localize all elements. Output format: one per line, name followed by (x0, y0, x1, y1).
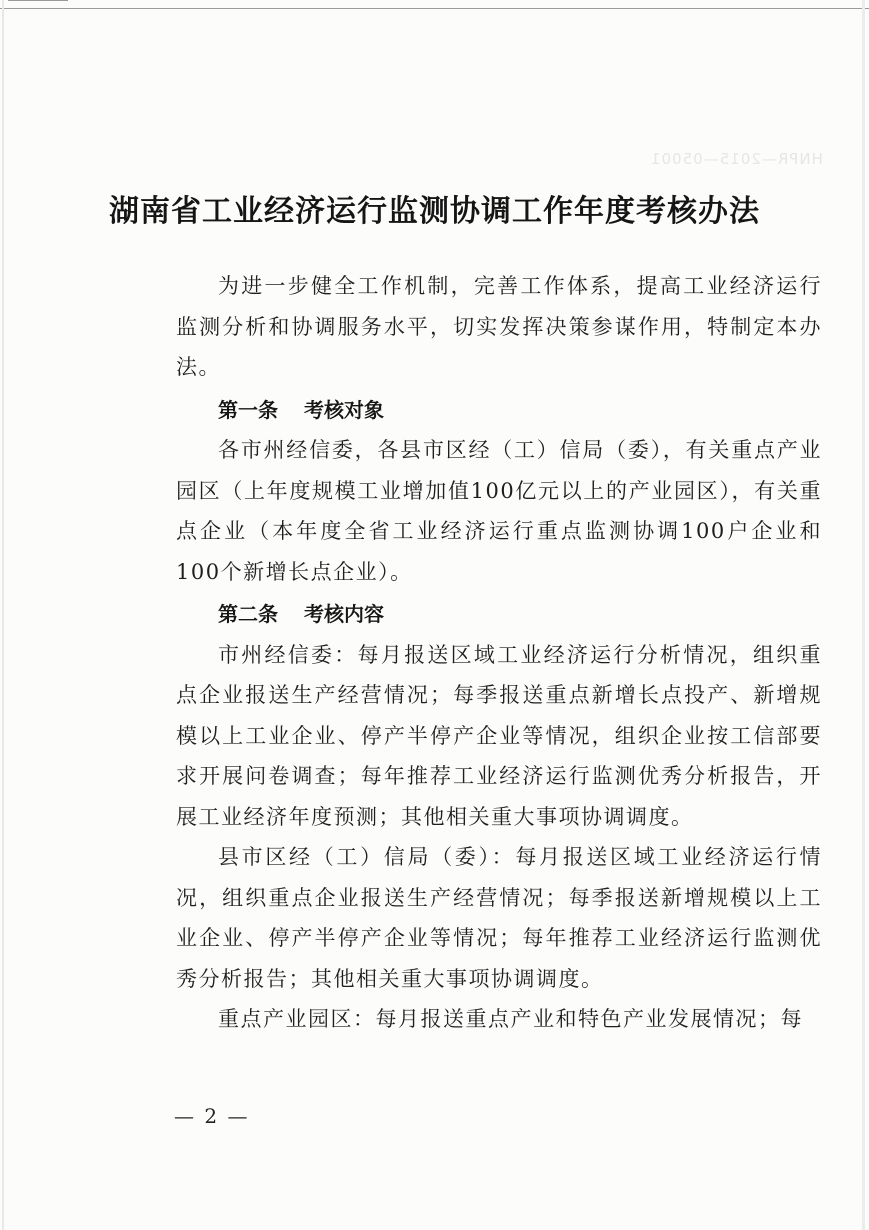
article-2-paragraph-park: 重点产业园区：每月报送重点产业和特色产业发展情况；每 (218, 1007, 803, 1031)
document-title: 湖南省工业经济运行监测协调工作年度考核办法 (109, 194, 760, 229)
scan-edge-left (2, 0, 4, 1230)
scan-corner-mark (8, 0, 68, 2)
article-2-number: 第二条 (218, 602, 278, 626)
scan-edge-right (862, 0, 865, 1230)
article-2-heading (176, 594, 822, 635)
page-number: — 2 — (174, 1104, 250, 1128)
intro-paragraph: 为进一步健全工作机制，完善工作体系，提高工业经济运行监测分析和协调服务水平，切实发挥决策参谋作用，特制定本办法。 (176, 274, 822, 379)
article-1-heading (176, 390, 822, 431)
article-1-number: 第一条 (218, 397, 278, 422)
article-2-paragraph-city: 市州经信委：每月报送区域工业经济运行分析情况，组织重点企业报送生产经营情况；每季报送重点新增长点投产、新增规模以上工业企业、停产半停产企业等情况，组织企业按工信部要求开展问卷调查；每年推荐工业经济运行监测优秀分析报告，开展工业经济年度预测；其他相关重大事项协调调度。 (176, 642, 822, 829)
scan-edge-top (0, 8, 869, 9)
article-1-paragraph: 各市州经信委，各县市区经（工）信局（委），有关重点产业园区（上年度规模工业增加值100亿元以上的产业园区），有关重点企业（本年度全省工业经济运行重点监测协调100户企业和100个新增长点企业）。 (176, 438, 822, 584)
article-2-name: 考核内容 (304, 602, 384, 626)
bleed-through-text: HNPR—2015—05001 (650, 150, 823, 168)
article-1-name: 考核对象 (304, 397, 384, 422)
article-2-paragraph-county: 县市区经（工）信局（委）：每月报送区域工业经济运行情况，组织重点企业报送生产经营情况；每季报送新增规模以上工业企业、停产半停产企业等情况；每年推荐工业经济运行监测优秀分析报告；其他相关重大事项协调调度。 (176, 845, 822, 991)
document-body (176, 266, 822, 1040)
